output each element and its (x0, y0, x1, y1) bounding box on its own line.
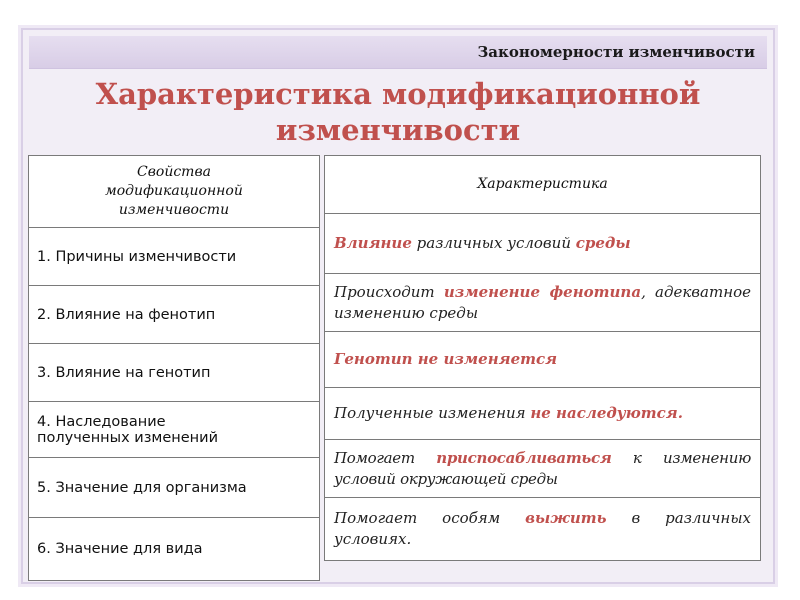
property-label: 2. Влияние на фенотип (37, 306, 216, 323)
characteristic-cell (325, 274, 760, 332)
property-cell (29, 344, 319, 402)
highlight-term: выжить (525, 509, 607, 527)
highlight-term: изменение фенотипа (443, 282, 642, 301)
characteristic-cell (325, 214, 760, 274)
slide-title-line-1: Характеристика модификационной (95, 77, 701, 111)
plain-text: Происходит (334, 282, 444, 301)
property-label: 5. Значение для организма (37, 479, 247, 496)
characteristic-cell (325, 498, 760, 560)
characteristics-header-label: Характеристика (477, 176, 608, 192)
characteristic-text (334, 233, 631, 254)
properties-header-line-2: модификационной (105, 183, 243, 199)
highlight-term: среды (575, 234, 631, 252)
plain-text: , адекватное изменению среды (334, 282, 751, 322)
property-label-line-1: 4. Наследование (37, 413, 166, 430)
property-cell (29, 458, 319, 518)
property-cell (29, 286, 319, 344)
highlight-term: приспосабливаться (436, 448, 612, 467)
plain-text: в различных условиях. (334, 509, 751, 548)
characteristics-header (325, 156, 760, 214)
property-cell (29, 228, 319, 286)
highlight-term: Влияние (334, 234, 412, 252)
slide-title-line-2: изменчивости (275, 113, 521, 147)
property-label: 1. Причины изменчивости (37, 248, 237, 265)
plain-text: Помогает (334, 448, 437, 467)
characteristic-cell (325, 440, 760, 498)
header-title: Закономерности изменчивости (477, 43, 755, 61)
plain-text: различных условий (411, 234, 576, 252)
highlight-term: не наследуются. (530, 404, 683, 422)
properties-header-line-1: Свойства (137, 164, 211, 180)
property-label: 6. Значение для вида (37, 541, 203, 557)
header-bar (29, 36, 767, 69)
properties-header-line-3: изменчивости (118, 202, 230, 218)
property-cell (29, 402, 319, 458)
property-label: 3. Влияние на генотип (37, 364, 211, 381)
characteristics-column (324, 155, 761, 561)
characteristic-cell (325, 332, 760, 388)
properties-header (29, 156, 319, 228)
property-label-line-2: полученных изменений (37, 429, 219, 446)
plain-text: Помогает особям (334, 509, 526, 527)
highlight-term: Генотип не изменяется (334, 350, 558, 368)
properties-column (28, 155, 320, 581)
slide-title (29, 76, 767, 148)
plain-text: Полученные изменения (334, 404, 531, 422)
characteristic-cell (325, 388, 760, 440)
plain-text: к изменению условий окружающей среды (334, 448, 751, 488)
property-cell (29, 518, 319, 580)
